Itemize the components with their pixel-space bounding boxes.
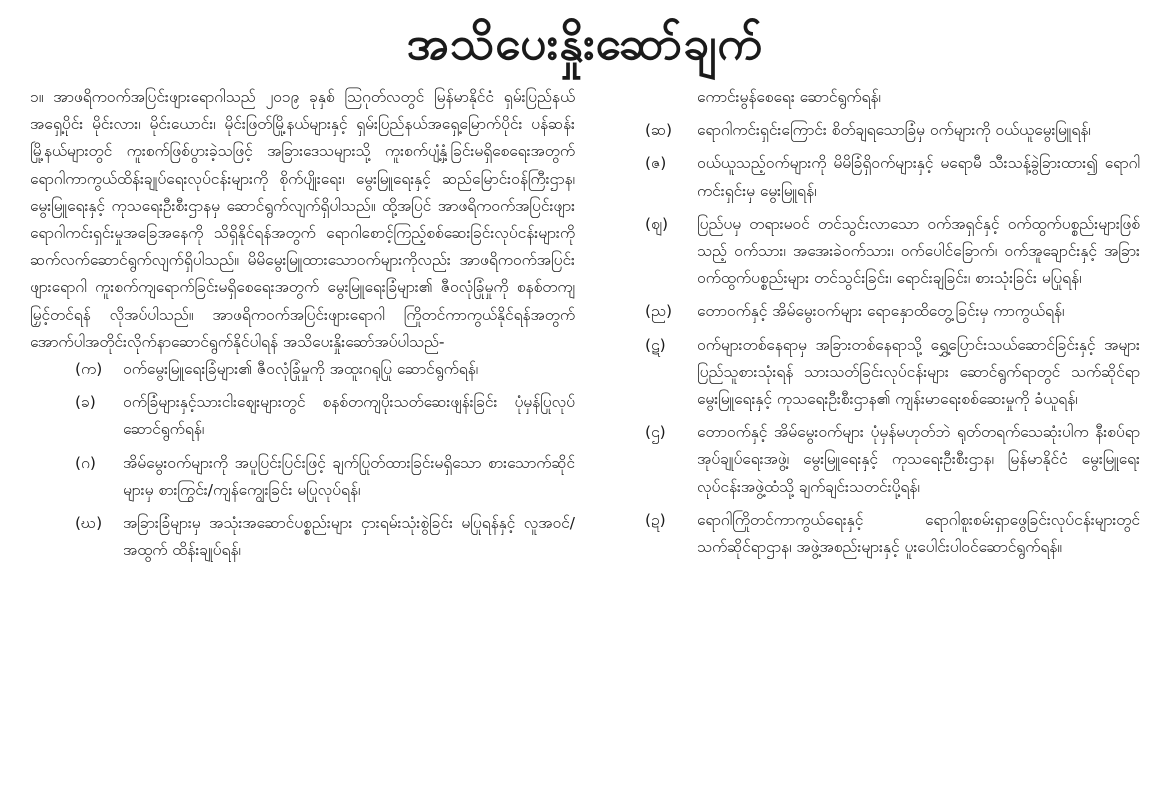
list-item: [75, 450, 575, 504]
item-text: ဝယ်ယူသည့်ဝက်များကို မိမိခြံရှိဝက်များနှင့် မရောမီ သီးသန့်ခွဲခြားထား၍ ရောဂါကင်းရှင်းမှ မွေးမြူရန်၊: [697, 154, 1140, 200]
list-item: [75, 389, 575, 443]
item-marker: (က): [75, 360, 103, 379]
item-marker: (ဈ): [645, 214, 669, 233]
item-marker: (ဃ): [75, 514, 103, 533]
item-marker: (ခ): [75, 393, 96, 412]
item-text: ရောဂါကြိုတင်ကာကွယ်ရေးနှင့် ရောဂါစူးစမ်းရှာဖွေခြင်းလုပ်ငန်းများတွင် သက်ဆိုင်ရာဌာန၊ အဖွဲ့အစည်းများနှင့် ပူးပေါင်းပါဝင်ဆောင်ရွက်ရန်။: [697, 510, 1140, 557]
list-item: [645, 419, 1140, 501]
list-item: [75, 510, 575, 564]
item-text: အခြားခြံများမှ အသုံးအဆောင်ပစ္စည်းများ ငှားရမ်းသုံးစွဲခြင်း မပြုရန်နှင့် လူအဝင်/အထွက် ထိန်းချုပ်ရန်၊: [123, 514, 575, 560]
item-marker: (ဆ): [645, 121, 673, 140]
item-marker: (ဋ): [645, 335, 666, 354]
list-item: [645, 298, 1140, 325]
item-marker: (ည): [645, 302, 673, 321]
item-text: ဝက်ခြံများနှင့်သားငါးဈေးများတွင် စနစ်တကျပိုးသတ်ဆေးဖျန်းခြင်း ပုံမှန်ပြုလုပ်ဆောင်ရွက်ရန်၊: [123, 393, 575, 439]
item-marker: (ဌ): [645, 423, 666, 442]
item-text: အိမ်မွေးဝက်များကို အပူပြင်းပြင်းဖြင့် ချက်ပြုတ်ထားခြင်းမရှိသော စားသောက်ဆိုင်များမှ စားကြွင်း/ကျန်ကျွေးခြင်း မပြုလုပ်ရန်၊: [123, 453, 575, 499]
item-marker: (ဂ): [75, 453, 96, 472]
right-column: [645, 84, 1140, 800]
item-text: တောဝက်နှင့် အိမ်မွေးဝက်များ ရောနှောထိတွေ့ခြင်းမှ ကာကွယ်ရန်၊: [697, 302, 1065, 321]
continued-item-text: ကောင်းမွန်စေရေး ဆောင်ရွက်ရန်၊: [697, 88, 881, 106]
list-item: [645, 507, 1140, 561]
list-item: [645, 211, 1140, 293]
left-column: [30, 84, 575, 800]
list-item: [75, 356, 575, 383]
item-text: ဝက်များတစ်နေရာမှ အခြားတစ်နေရာသို့ ရွှေ့ပြောင်းသယ်ဆောင်ခြင်းနှင့် အများပြည်သူစားသုံးရန် သားသတ်ခြင်းလုပ်ငန်းများ ဆောင်ရွက်ရာတွင် သက်ဆိုင်ရာမွေးမြူရေးနှင့် ကုသရေးဦးစီးဌာန၏ ကျန်းမာရေးစစ်ဆေးမှုကို ခံယူရန်၊: [697, 335, 1140, 409]
list-item: [645, 332, 1140, 414]
item-text: ပြည်ပမှ တရားမဝင် တင်သွင်းလာသော ဝက်အရှင်နှင့် ဝက်ထွက်ပစ္စည်းများဖြစ်သည့် ဝက်သား၊ အအေးခဲဝက်သား၊ ဝက်ပေါင်ခြောက်၊ ဝက်အူချောင်းနှင့် အခြားဝက်ထွက်ပစ္စည်းများ တင်သွင်းခြင်း၊ ရောင်းချခြင်း၊ စားသုံးခြင်း မပြုရန်၊: [697, 214, 1140, 288]
item-marker: (ဇ): [645, 154, 667, 173]
notice-title: အသိပေးနှိုးဆော်ချက်: [406, 16, 764, 70]
item-marker: (ဍ): [645, 510, 666, 529]
item-text: ဝက်မွေးမြူရေးခြံများ၏ ဇီဝလုံခြုံမှုကို အထူးဂရုပြု ဆောင်ရွက်ရန်၊: [123, 360, 479, 379]
list-item: [645, 117, 1140, 144]
intro-paragraph: [30, 84, 575, 356]
intro-text: ၁။ အာဖရိကဝက်အပြင်းဖျားရောဂါသည် ၂၀၁၉ ခုနှစ် ဩဂုတ်လတွင် မြန်မာနိုင်ငံ ရှမ်းပြည်နယ်အရှေ့ပိုင်း မိုင်းလား၊ မိုင်းယောင်း၊ မိုင်းဖြတ်မြို့နယ်များနှင့် ရှမ်းပြည်နယ်အရှေ့မြောက်ပိုင်း ပန်ဆန်းမြို့နယ်များတွင် ကူးစက်ဖြစ်ပွားခဲ့သဖြင့် အခြားဒေသများသို့ ကူးစက်ပျံ့နှံ့ခြင်းမရှိစေရေးအတွက် ရောဂါကာကွယ်ထိန်းချုပ်ရေးလုပ်ငန်းများကို စိုက်ပျိုးရေး၊ မွေးမြူရေးနှင့် ဆည်မြောင်းဝန်ကြီးဌာန၊ မွေးမြူရေးနှင့် ကုသရေးဦးစီးဌာနမှ ဆောင်ရွက်လျက်ရှိပါသည်။ ထို့အပြင် အာဖရိကဝက်အပြင်းဖျားရောဂါကင်းရှင်းမှုအခြေအနေကို သိရှိနိုင်ရန်အတွက် ရောဂါစောင့်ကြည့်စစ်ဆေးခြင်းလုပ်ငန်းများကို ဆက်လက်ဆောင်ရွက်လျက်ရှိပါသည်။ မိမိမွေးမြူထားသောဝက်များကိုလည်း အာဖရိကဝက်အပြင်းဖျားရောဂါ ကူးစက်ကျရောက်ခြင်းမရှိစေရေးအတွက် မွေးမြူရေးခြံများ၏ ဇီဝလုံခြုံမှုကို စနစ်တကျမြှင့်တင်ရန် လိုအပ်ပါသည်။ အာဖရိကဝက်အပြင်းဖျားရောဂါ ကြိုတင်ကာကွယ်နိုင်ရန်အတွက် အောက်ပါအတိုင်းလိုက်နာဆောင်ရွက်နိုင်ပါရန် အသိပေးနှိုးဆော်အပ်ပါသည်-: [30, 88, 575, 351]
item-text: တောဝက်နှင့် အိမ်မွေးဝက်များ ပုံမှန်မဟုတ်ဘဲ ရုတ်တရက်သေဆုံးပါက နီးစပ်ရာအုပ်ချုပ်ရေးအဖွဲ့၊ မွေးမြူရေးနှင့် ကုသရေးဦးစီးဌာန၊ မြန်မာနိုင်ငံ မွေးမြူရေးလုပ်ငန်းအဖွဲ့ထံသို့ ချက်ချင်းသတင်းပို့ရန်၊: [697, 423, 1140, 496]
list-item: [645, 150, 1140, 204]
item-text: ရောဂါကင်းရှင်းကြောင်း စိတ်ချရသောခြံမှ ဝက်များကို ဝယ်ယူမွေးမြူရန်၊: [697, 121, 1091, 140]
